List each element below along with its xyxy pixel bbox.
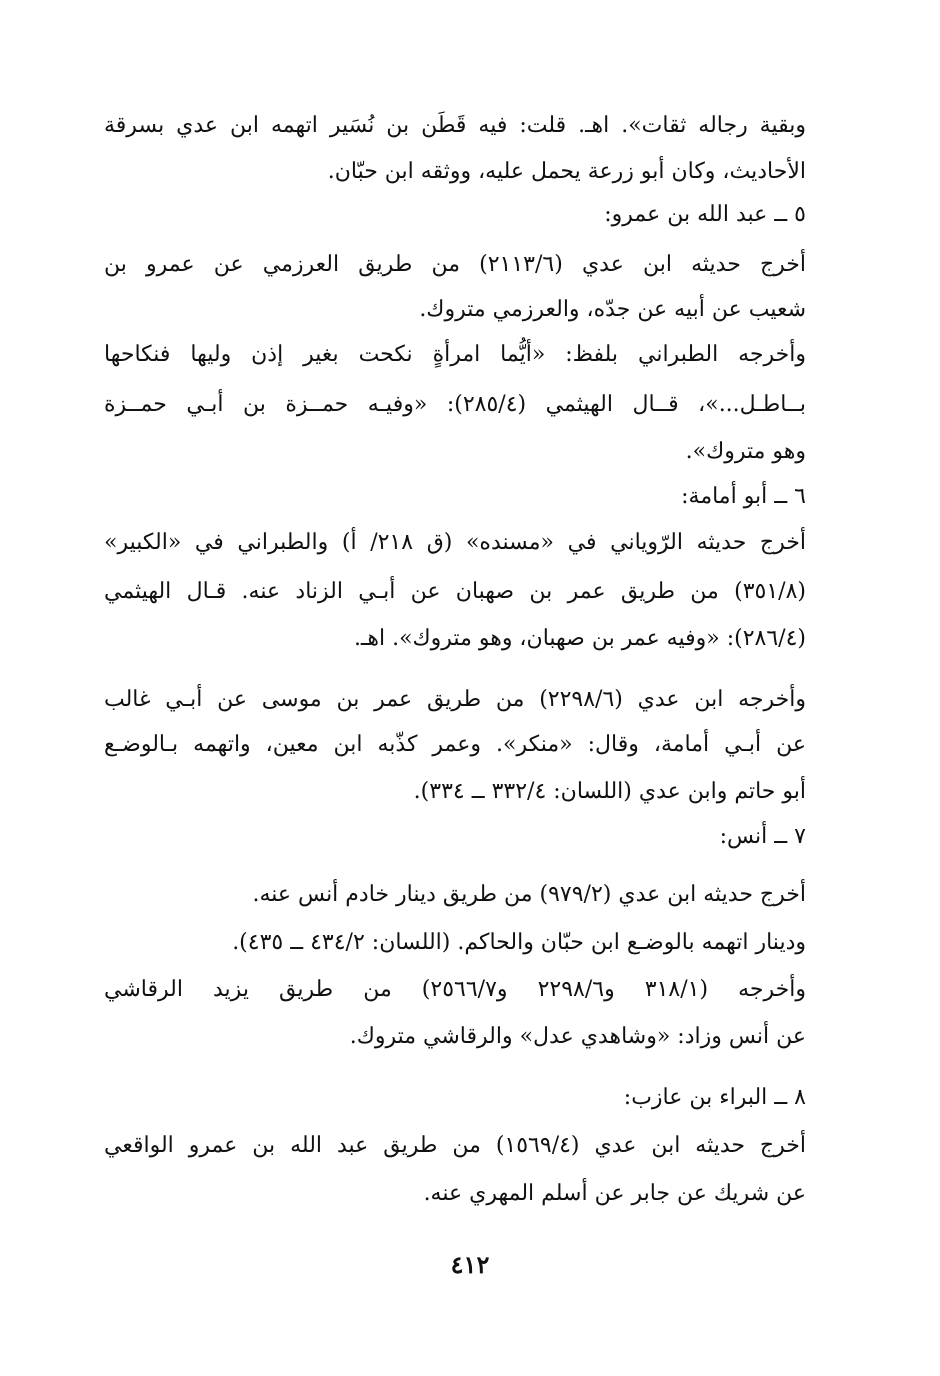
page-number: ٤١٢ bbox=[450, 1250, 490, 1279]
text-line-2: الأحاديث، وكان أبو زرعة يحمل عليه، ووثقه ابن حبّان. bbox=[327, 159, 806, 184]
text-line-14: عن أبـي أمامة، وقال: «منكر». وعمر كذّبه ابن معين، واتهمه بـالوضـع bbox=[104, 732, 806, 757]
text-line-20: عن أنس وزاد: «وشاهدي عدل» والرقاشي متروك. bbox=[349, 1024, 806, 1049]
section-heading-5: ٥ ــ عبد الله بن عمرو: bbox=[604, 202, 806, 227]
text-line-17: أخرج حديثه ابن عدي (٩٧٩/٢) من طريق دينار خادم أنس عنه. bbox=[252, 882, 806, 907]
text-line-10: أخرج حديثه الرّوياني في «مسنده» (ق ٢١٨/ أ) والطبراني في «الكبير» bbox=[104, 530, 806, 555]
text-line-13: وأخرجه ابن عدي (٢٢٩٨/٦) من طريق عمر بن موسى عن أبـي غالب bbox=[104, 687, 806, 712]
section-heading-8: ٨ ــ البراء بن عازب: bbox=[623, 1085, 806, 1110]
text-line-5: شعيب عن أبيه عن جدّه، والعرزمي متروك. bbox=[419, 297, 806, 322]
text-line-6: وأخرجه الطبراني بلفظ: «أيُّما امرأةٍ نكحت بغير إذن وليها فنكاحها bbox=[104, 342, 806, 367]
text-line-1: وبقية رجاله ثقات». اهـ. قلت: فيه قَطَن بن نُسَير اتهمه ابن عدي بسرقة bbox=[104, 113, 806, 138]
text-line-23: عن شريك عن جابر عن أسلم المهري عنه. bbox=[423, 1181, 806, 1206]
text-line-15: أبو حاتم وابن عدي (اللسان: ٣٣٢/٤ ــ ٣٣٤). bbox=[413, 779, 806, 804]
text-line-18: ودينار اتهمه بالوضـع ابن حبّان والحاكم. (اللسان: ٤٣٤/٢ ــ ٤٣٥). bbox=[232, 930, 806, 955]
text-line-11: (٣٥١/٨) من طريق عمر بن صهبان عن أبـي الزناد عنه. قـال الهيثمي bbox=[104, 579, 806, 604]
section-heading-6: ٦ ــ أبو أمامة: bbox=[681, 484, 806, 509]
text-line-7: بــاطـل...»، قــال الهيثمي (٢٨٥/٤): «وفيـه حمــزة بن أبـي حمــزة bbox=[104, 392, 807, 417]
section-heading-7: ٧ ــ أنس: bbox=[719, 824, 806, 849]
text-line-19: وأخرجه (٣١٨/١ و٢٢٩٨/٦ و٢٥٦٦/٧) من طريق يزيد الرقاشي bbox=[104, 977, 807, 1002]
text-line-4: أخرج حديثه ابن عدي (٢١١٣/٦) من طريق العرزمي عن عمرو بن bbox=[104, 252, 806, 277]
text-line-12: (٢٨٦/٤): «وفيه عمر بن صهبان، وهو متروك». اهـ. bbox=[353, 626, 806, 651]
text-line-8: وهو متروك». bbox=[685, 439, 806, 464]
text-line-22: أخرج حديثه ابن عدي (١٥٦٩/٤) من طريق عبد الله بن عمرو الواقعي bbox=[104, 1133, 806, 1158]
